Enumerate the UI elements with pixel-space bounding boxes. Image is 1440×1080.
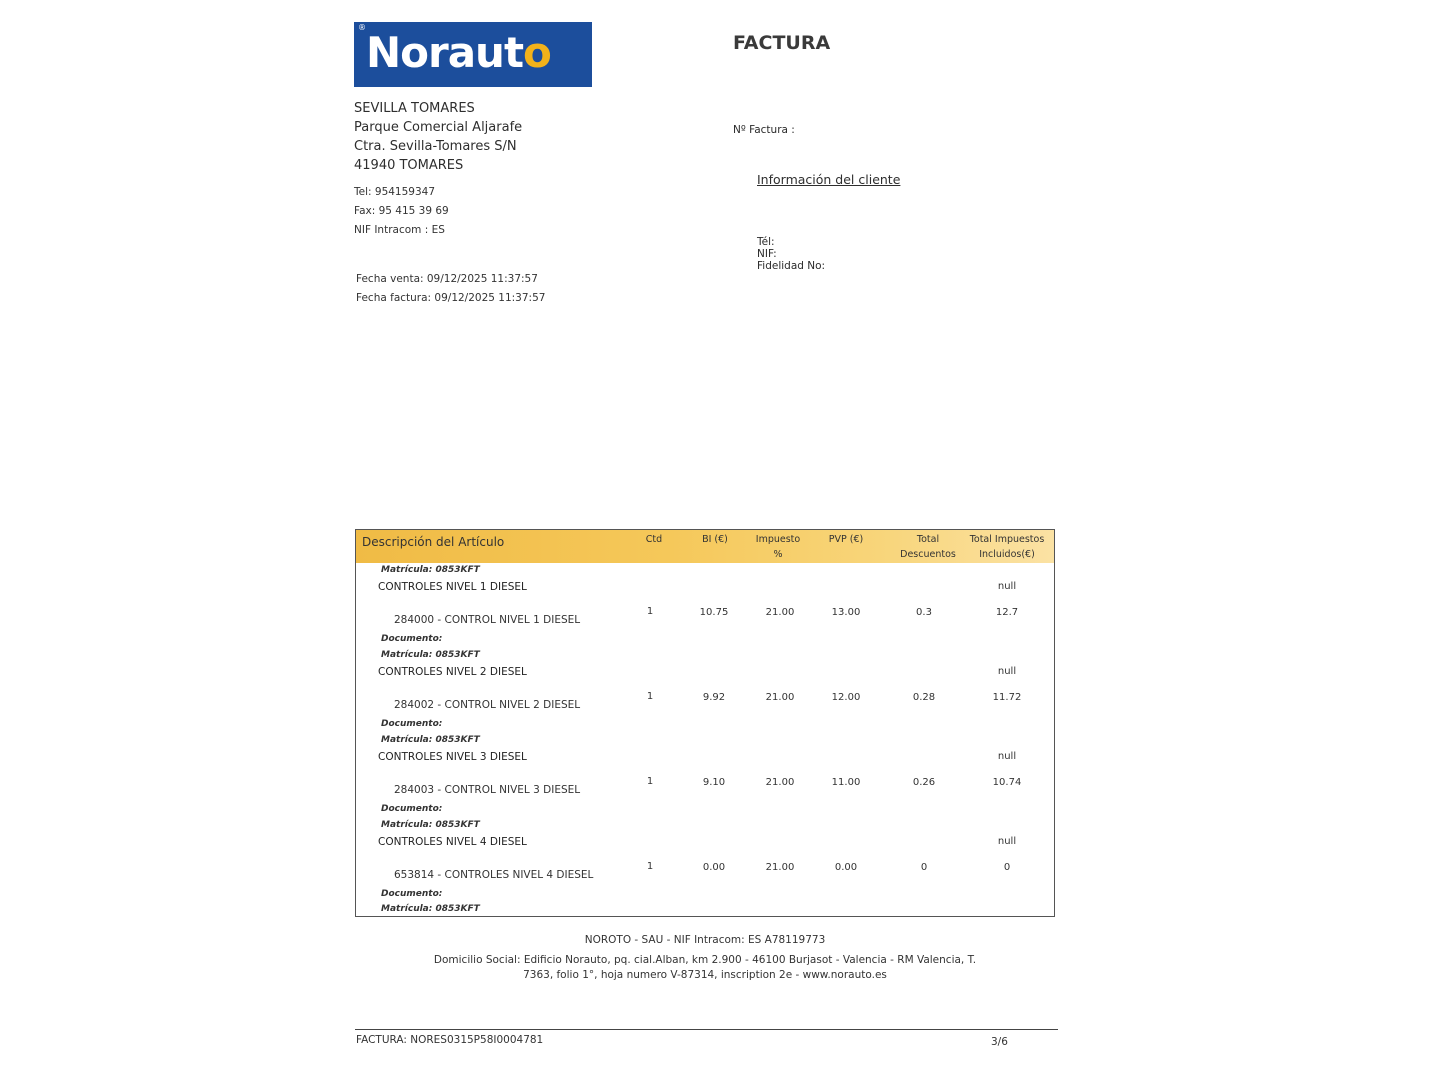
registered-mark-icon: ®: [358, 23, 366, 32]
header-tax-line1: Impuesto: [755, 534, 801, 545]
header-tax-line2: %: [773, 549, 783, 560]
footer-address-1: Domicilio Social: Edificio Norauto, pq. cial.Alban, km 2.900 - 46100 Burjasot - Valencia - RM Valencia, T.: [433, 954, 977, 966]
item-discount: 0: [920, 862, 928, 873]
footer-company: NOROTO - SAU - NIF Intracom: ES A78119773: [584, 934, 826, 946]
footer-invoice-ref: FACTURA: NORES0315P58I0004781: [356, 1034, 544, 1046]
item-tax: 21.00: [765, 607, 795, 618]
item-total: 10.74: [992, 777, 1022, 788]
header-qty: Ctd: [645, 534, 663, 545]
items-table: [355, 529, 1055, 917]
item-bi: 9.92: [702, 692, 726, 703]
logo-wordmark: Norauto: [366, 28, 551, 77]
header-discounts: [892, 532, 964, 562]
client-tel: Tél:: [757, 236, 775, 248]
item-qty: 1: [646, 691, 654, 702]
item-tax: 21.00: [765, 777, 795, 788]
header-discounts-line2: Descuentos: [900, 549, 956, 560]
item-document: Documento:: [381, 719, 443, 729]
item-document: Documento:: [381, 634, 443, 644]
group-total: null: [997, 666, 1017, 677]
invoice-date: Fecha factura: 09/12/2025 11:37:57: [356, 292, 546, 304]
group-title: CONTROLES NIVEL 1 DIESEL: [378, 581, 527, 593]
item-bi: 0.00: [702, 862, 726, 873]
item-description: 653814 - CONTROLES NIVEL 4 DIESEL: [394, 869, 594, 881]
store-address-2: Ctra. Sevilla-Tomares S/N: [354, 139, 517, 154]
store-name: SEVILLA TOMARES: [354, 101, 475, 116]
item-plate: Matrícula: 0853KFT: [381, 650, 480, 660]
client-info-title: Información del cliente: [757, 172, 901, 187]
footer-address-2: 7363, folio 1°, hoja numero V-87314, inscription 2e - www.norauto.es: [523, 969, 887, 981]
group-title: CONTROLES NIVEL 3 DIESEL: [378, 751, 527, 763]
header-tax: [748, 532, 808, 562]
item-total: 11.72: [992, 692, 1022, 703]
document-title: FACTURA: [733, 32, 831, 54]
header-total: [962, 532, 1052, 562]
store-address-1: Parque Comercial Aljarafe: [354, 120, 523, 135]
footer-divider: [355, 1029, 1058, 1030]
store-nif: NIF Intracom : ES: [354, 224, 445, 236]
header-description: Descripción del Artículo: [362, 535, 505, 549]
item-tax: 21.00: [765, 862, 795, 873]
header-pvp: PVP (€): [828, 534, 864, 545]
item-plate: Matrícula: 0853KFT: [381, 820, 480, 830]
item-description: 284003 - CONTROL NIVEL 3 DIESEL: [394, 784, 581, 796]
item-pvp: 13.00: [831, 607, 861, 618]
item-pvp: 11.00: [831, 777, 861, 788]
group-title: CONTROLES NIVEL 2 DIESEL: [378, 666, 527, 678]
item-bi: 10.75: [699, 607, 729, 618]
header-total-line1: Total Impuestos: [969, 534, 1045, 545]
item-pvp: 0.00: [834, 862, 858, 873]
group-total: null: [997, 751, 1017, 762]
table-header: [356, 530, 1054, 563]
item-plate: Matrícula: 0853KFT: [381, 735, 480, 745]
client-loyalty: Fidelidad No:: [757, 260, 826, 272]
header-total-line2: Incluidos(€): [979, 549, 1035, 560]
item-plate: Matrícula: 0853KFT: [381, 904, 480, 914]
item-total: 0: [1003, 862, 1011, 873]
item-discount: 0.3: [916, 607, 932, 618]
item-qty: 1: [646, 861, 654, 872]
item-description: 284000 - CONTROL NIVEL 1 DIESEL: [394, 614, 581, 626]
store-fax: Fax: 95 415 39 69: [354, 205, 449, 217]
item-total: 12.7: [995, 607, 1019, 618]
item-qty: 1: [646, 606, 654, 617]
item-bi: 9.10: [702, 777, 726, 788]
store-city: 41940 TOMARES: [354, 158, 464, 173]
item-discount: 0.26: [912, 777, 936, 788]
client-nif: NIF:: [757, 248, 777, 260]
item-tax: 21.00: [765, 692, 795, 703]
header-discounts-line1: Total: [916, 534, 940, 545]
group-total: null: [997, 581, 1017, 592]
item-discount: 0.28: [912, 692, 936, 703]
item-document: Documento:: [381, 889, 443, 899]
plate-first: Matrícula: 0853KFT: [381, 565, 480, 575]
header-bi: BI (€): [702, 534, 728, 545]
store-tel: Tel: 954159347: [354, 186, 436, 198]
page-number: 3/6: [991, 1036, 1008, 1048]
item-qty: 1: [646, 776, 654, 787]
invoice-number-label: Nº Factura :: [733, 124, 795, 136]
sale-date: Fecha venta: 09/12/2025 11:37:57: [356, 273, 538, 285]
group-total: null: [997, 836, 1017, 847]
item-description: 284002 - CONTROL NIVEL 2 DIESEL: [394, 699, 581, 711]
norauto-logo: [354, 22, 592, 87]
group-title: CONTROLES NIVEL 4 DIESEL: [378, 836, 527, 848]
item-pvp: 12.00: [831, 692, 861, 703]
item-document: Documento:: [381, 804, 443, 814]
